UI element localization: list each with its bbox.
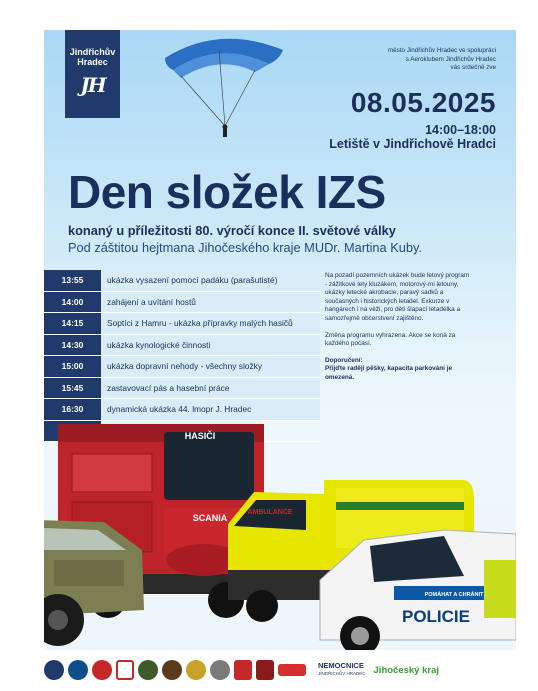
- logo-city-line1: Jindřichův: [69, 47, 116, 57]
- region-arms-icon: [256, 660, 274, 680]
- schedule-row: [44, 270, 320, 292]
- firetruck-brand: SCANIA: [192, 513, 228, 523]
- schedule-desc: Soptíci z Hamru - ukázka přípravky malých hasičů: [101, 313, 320, 334]
- schedule-time: 14:15: [44, 313, 101, 334]
- intro-text: [326, 47, 496, 73]
- schedule-desc: zastavovací pás a hasební práce: [101, 378, 320, 399]
- info-recommendation-head: Doporučení:: [325, 356, 363, 364]
- schedule-desc: ukázka vysazení pomocí padáku (parašutisté): [101, 270, 320, 291]
- police-slogan: POMÁHAT A CHRÁNIT: [424, 592, 484, 598]
- event-place: Letiště v Jindřichově Hradci: [329, 137, 496, 151]
- schedule-desc: ukázka dopravní nehody - všechny složky: [101, 356, 320, 377]
- firetruck-label: HASIČI: [184, 431, 216, 441]
- schedule-row: [44, 378, 320, 400]
- military-unit-logo-icon: [162, 660, 182, 680]
- logo-city-line2: Hradec: [77, 57, 108, 67]
- intro-line: s Aeroklubem Jindřichův Hradec: [405, 55, 496, 63]
- schedule-time: 15:45: [44, 378, 101, 399]
- city-logo: [65, 30, 120, 118]
- schedule-desc: zahájení a uvítání hostů: [101, 292, 320, 313]
- hospital-sub: JINDŘICHŮV HRADEC: [318, 671, 366, 676]
- intro-line: město Jindřichův Hradec ve spolupráci: [387, 47, 496, 54]
- army-logo-icon: [138, 660, 158, 680]
- info-notice: Změna programu vyhrazena. Akce se koná za každého počasí.: [325, 331, 456, 348]
- rescue-logo-icon: [92, 660, 112, 680]
- schedule-row: [44, 356, 320, 378]
- event-time: 14:00–18:00: [425, 123, 496, 137]
- logo-monogram: JH: [80, 73, 105, 97]
- red-cross-logo-icon: [116, 660, 134, 680]
- vehicles-illustration: [44, 410, 516, 650]
- event-patronage: Pod záštitou hejtmana Jihočeského kraje MUDr. Martina Kuby.: [68, 240, 422, 255]
- event-title: Den složek IZS: [68, 166, 386, 218]
- aeroclub-logo-icon: [68, 660, 88, 680]
- paraglider-icon: [159, 30, 289, 140]
- firefighter-logo-icon: [186, 660, 206, 680]
- city-logo-icon: [44, 660, 64, 680]
- sponsor-bar: [44, 652, 516, 688]
- schedule-desc: ukázka kynologické činnosti: [101, 335, 320, 356]
- poster: [44, 30, 516, 650]
- info-panel: [325, 272, 470, 383]
- schedule-row: [44, 313, 320, 335]
- event-subtitle: konaný u příležitosti 80. výročí konce II. světové války: [68, 223, 396, 238]
- police-logo-icon: [210, 660, 230, 680]
- schedule-row: [44, 335, 320, 357]
- event-date: 08.05.2025: [350, 87, 496, 118]
- schedule-row: [44, 292, 320, 314]
- police-label: POLICIE: [401, 607, 471, 626]
- hospital-name: NEMOCNICE: [318, 661, 364, 670]
- coat-of-arms-icon: [234, 660, 252, 680]
- ambulance-label: AMBULANCE: [247, 509, 293, 516]
- intro-line: vás srdečně zve: [450, 64, 496, 71]
- schedule-time: 14:00: [44, 292, 101, 313]
- schedule-desc: dynamická ukázka 44. lmopr J. Hradec: [101, 399, 320, 420]
- sponsor-logo-icon: [278, 664, 306, 676]
- schedule-time: 15:00: [44, 356, 101, 377]
- schedule-time: 16:30: [44, 399, 101, 420]
- region-logo: Jihočeský kraj: [373, 664, 440, 676]
- info-program: Na pozadí pozemních ukázek bude letový program - zážitkové lety kluzákem, motorový-mi letouny, ukázky letecké akrobacie, paravý sadků a současných i historických letadel. Exkurze v hangárech i na věži, pro děti šlapací letadélka a samozřejmě občerstvení zajištěno.: [325, 272, 470, 322]
- schedule-time: 13:55: [44, 270, 101, 291]
- info-recommendation-body: Přijďte raději pěšky, kapacita parkování je omezená.: [325, 365, 453, 381]
- schedule-time: 14:30: [44, 335, 101, 356]
